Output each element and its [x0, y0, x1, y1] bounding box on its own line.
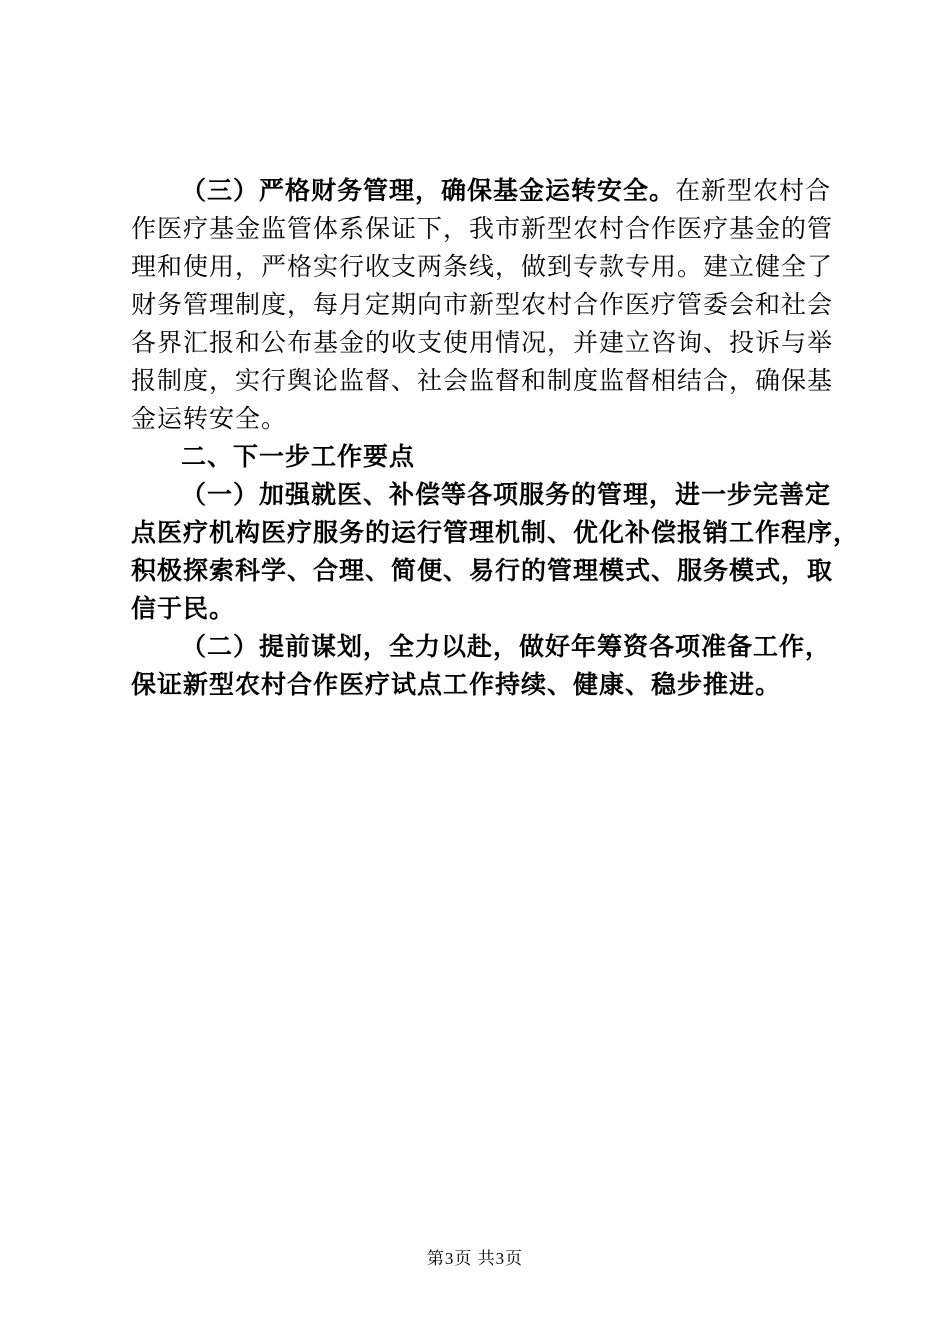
section3-line: 作医疗基金监管体系保证下，我市新型农村合作医疗基金的管: [131, 214, 834, 243]
section3-heading: （三）严格财务管理，确保基金运转安全。: [181, 176, 676, 205]
part2-item1-line: 积极探索科学、合理、简便、易行的管理模式、服务模式，取: [131, 556, 834, 585]
part2-heading: 二、下一步工作要点: [181, 442, 416, 471]
section3-line: 财务管理制度，每月定期向市新型农村合作医疗管委会和社会: [131, 290, 834, 319]
section3-line: 金运转安全。: [131, 404, 288, 433]
page-number-footer: 第3页 共3页: [426, 1249, 524, 1268]
part2-item2-line: 保证新型农村合作医疗试点工作持续、健康、稳步推进。: [131, 670, 782, 699]
part2-item2-line: （二）提前谋划，全力以赴，做好年筹资各项准备工作，: [181, 632, 832, 661]
section3-line: 各界汇报和公布基金的收支使用情况，并建立咨询、投诉与举: [131, 328, 834, 357]
part2-item1-line: 点医疗机构医疗服务的运行管理机制、优化补偿报销工作程序，: [131, 518, 860, 547]
section3-first-line: [131, 172, 831, 210]
section3-text-start: 在新型农村合: [675, 176, 832, 205]
part2-item1-line: 信于民。: [131, 594, 236, 623]
document-body: [131, 172, 860, 704]
part2-item1-line: （一）加强就医、补偿等各项服务的管理，进一步完善定: [181, 480, 832, 509]
section3-line: 理和使用，严格实行收支两条线，做到专款专用。建立健全了: [131, 252, 834, 281]
section3-line: 报制度，实行舆论监督、社会监督和制度监督相结合，确保基: [131, 366, 834, 395]
